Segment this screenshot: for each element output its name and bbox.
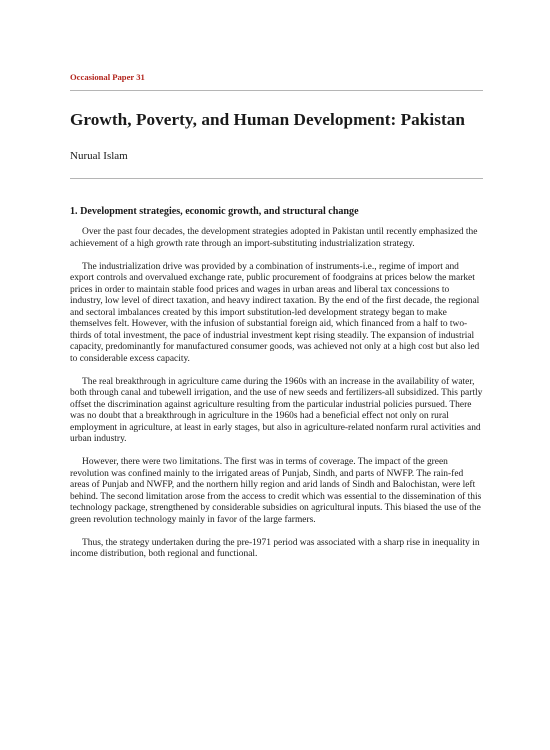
body-paragraph: Over the past four decades, the development strategies adopted in Pakistan until recently emphasized the achievement of a high growth rate through an import-substituting industrialization strategy.: [70, 227, 478, 249]
page-title: Growth, Poverty, and Human Development: Pakistan: [70, 110, 466, 129]
body-paragraph: The industrialization drive was provided by a combination of instruments-i.e., regime of import and export controls and overvalued exchange rate, public procurement of foodgrains at prices below the market prices in order to maintain stable food prices and wages in urban areas and liberal tax concessions to industry, low level of direct taxation, and heavy indirect taxation. By the end of the first decade, the regional and sectoral imbalances created by this import substitution-led development strategy began to make themselves felt. However, with the infusion of substantial foreign aid, which financed from a half to two-thirds of total investment, the pace of industrial investment kept rising steadily. The expansion of industrial capacity, predominantly for manufactured consumer goods, was achieved not only at a high cost but also led to considerable excess capacity.: [70, 261, 480, 364]
body-paragraph: The real breakthrough in agriculture came during the 1960s with an increase in the availability of water, both through canal and tubewell irrigation, and the use of new seeds and fertilizers-all subsidized. This partly offset the discrimination against agriculture resulting from the particular industrial policies pursued. There was no doubt that a breakthrough in agriculture in the 1960s had a beneficial effect not only on rural employment in agriculture, at least in early stages, but also in agriculture-related nonfarm rural activities and urban industry.: [70, 376, 483, 445]
series-label: Occasional Paper 31: [70, 72, 145, 82]
top-divider: [70, 90, 483, 91]
title-divider: [70, 178, 483, 179]
section-heading: 1. Development strategies, economic growth, and structural change: [70, 206, 359, 217]
body-paragraph: However, there were two limitations. The first was in terms of coverage. The impact of the green revolution was confined mainly to the irrigated areas of Punjab, Sindh, and parts of NWFP. The rain-fed areas of Punjab and NWFP, and the northern hilly region and arid lands of Sindh and Balochistan, were left behind. The second limitation arose from the access to credit which was essential to the dissemination of this technology package, strengthened by considerable subsidies on agricultural inputs. This biased the use of the green revolution technology mainly in favor of the large farmers.: [70, 457, 482, 525]
body-paragraph: Thus, the strategy undertaken during the pre-1971 period was associated with a sharp rise in inequality in income distribution, both regional and functional.: [70, 537, 480, 560]
author-name: Nurual Islam: [70, 150, 128, 162]
